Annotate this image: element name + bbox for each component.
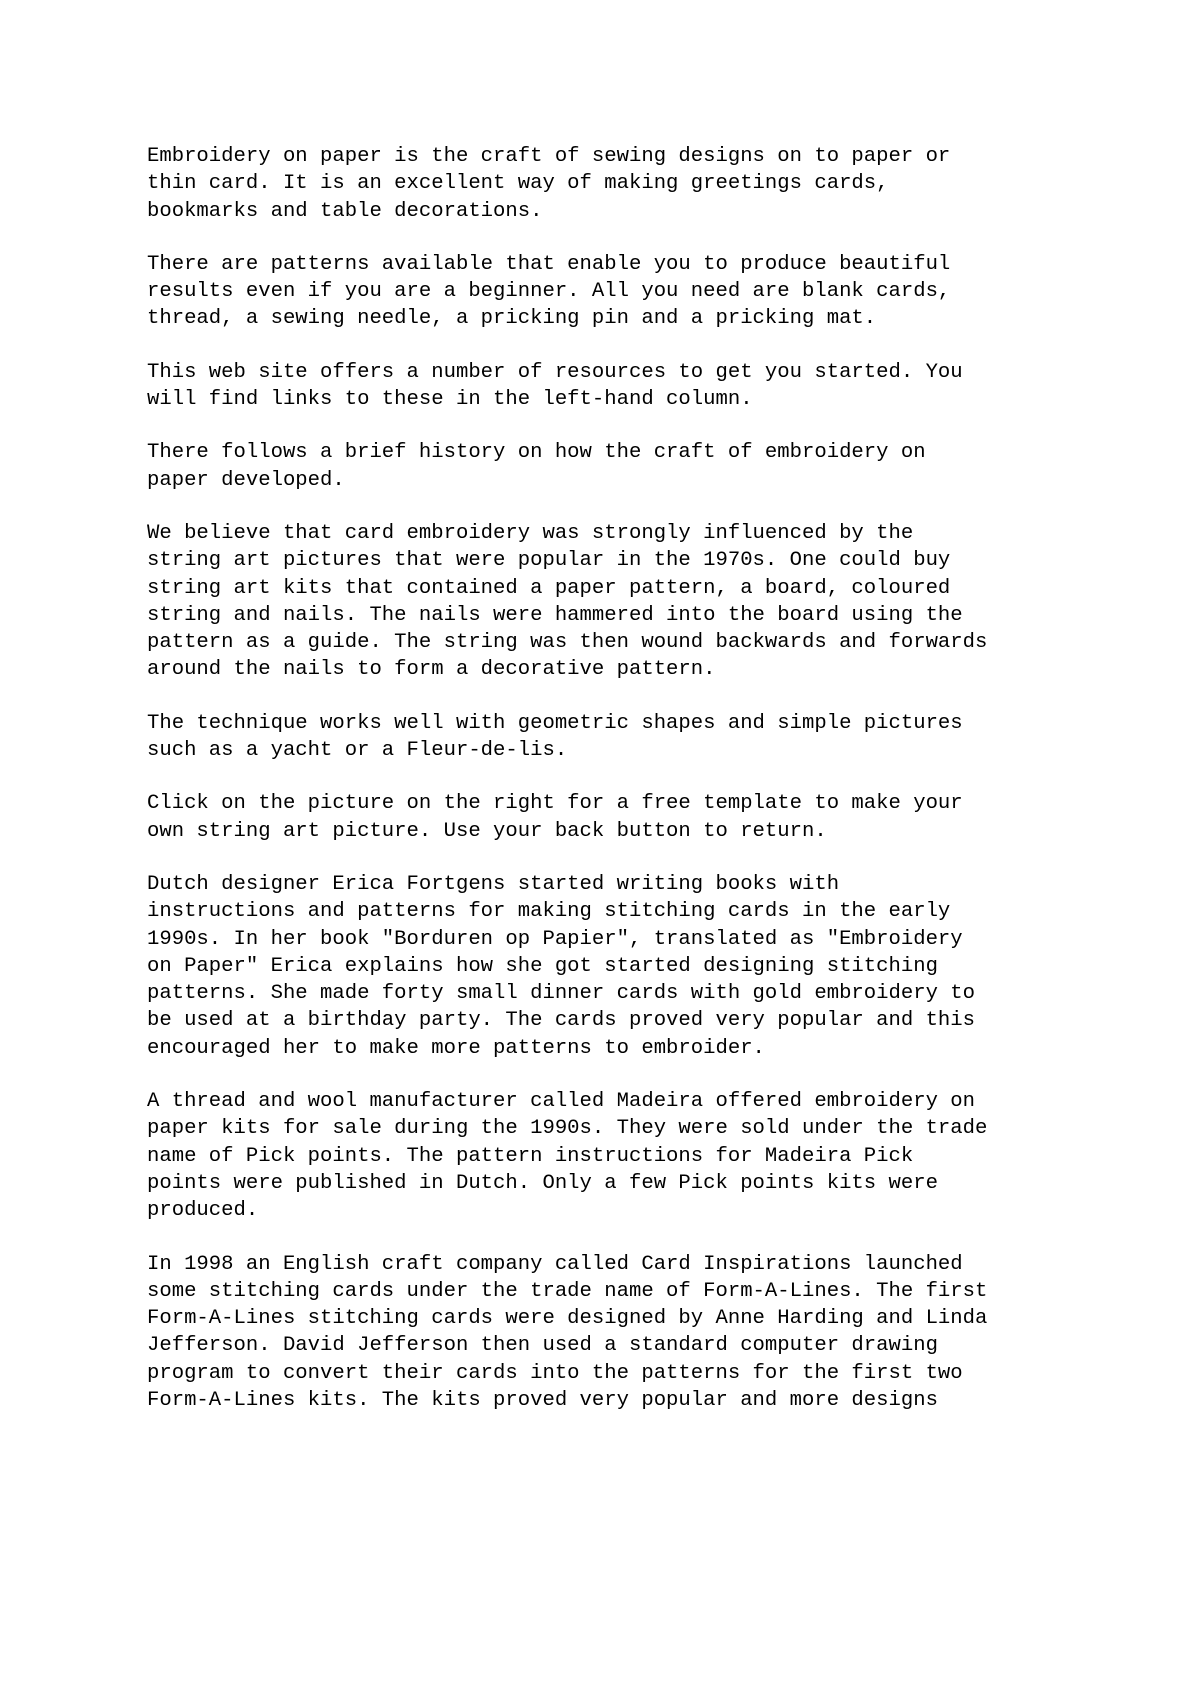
paragraph-template: Click on the picture on the right for a free template to make your own string art picture. Use your back button to return. [147,792,963,843]
paragraph-form-a-lines: In 1998 an English craft company called Card Inspirations launched some stitching cards under the trade name of Form-A-Lines. The first Form-A-Lines stitching cards were designed by Anne Harding and Linda Jefferson. David Jefferson then used a standard computer drawing program to convert their cards into the patterns for the first two Form-A-Lines kits. The kits proved very popular and more designs [147,1252,988,1412]
paragraph-intro: Embroidery on paper is the craft of sewing designs on to paper or thin card. It is an excellent way of making greetings cards, bookmarks and table decorations. [147,145,951,223]
paragraph-history-intro: There follows a brief history on how the craft of embroidery on paper developed. [147,441,926,492]
paragraph-resources: This web site offers a number of resources to get you started. You will find links to these in the left-hand column. [147,360,963,412]
paragraph-madeira: A thread and wool manufacturer called Madeira offered embroidery on paper kits for sale during the 1990s. They were sold under the trade name of Pick points. The pattern instructions for Madeira Pick points were published in Dutch. Only a few Pick points kits were produced. [147,1090,988,1223]
paragraph-erica-fortgens: Dutch designer Erica Fortgens started writing books with instructions and patterns for making stitching cards in the early 1990s. In her book "Borduren op Papier", translated as "Embroidery on Paper" Erica explains how she got started designing stitching patterns. She made forty small dinner cards with gold embroidery to be used at a birthday party. The cards proved very popular and this encouraged her to make more patterns to embroider. [147,872,976,1060]
paragraph-string-art: We believe that card embroidery was strongly influenced by the string art pictures that were popular in the 1970s. One could buy string art kits that contained a paper pattern, a board, coloured string and nails. The nails were hammered into the board using the pattern as a guide. The string was then wound backwards and forwards around the nails to form a decorative pattern. [147,521,988,682]
document-body [147,143,1147,1440]
paragraph-technique: The technique works well with geometric shapes and simple pictures such as a yacht or a Fleur-de-lis. [147,711,963,763]
paragraph-patterns: There are patterns available that enable you to produce beautiful results even if you are a beginner. All you need are blank cards, thread, a sewing needle, a pricking pin and a pricking mat. [147,252,951,331]
